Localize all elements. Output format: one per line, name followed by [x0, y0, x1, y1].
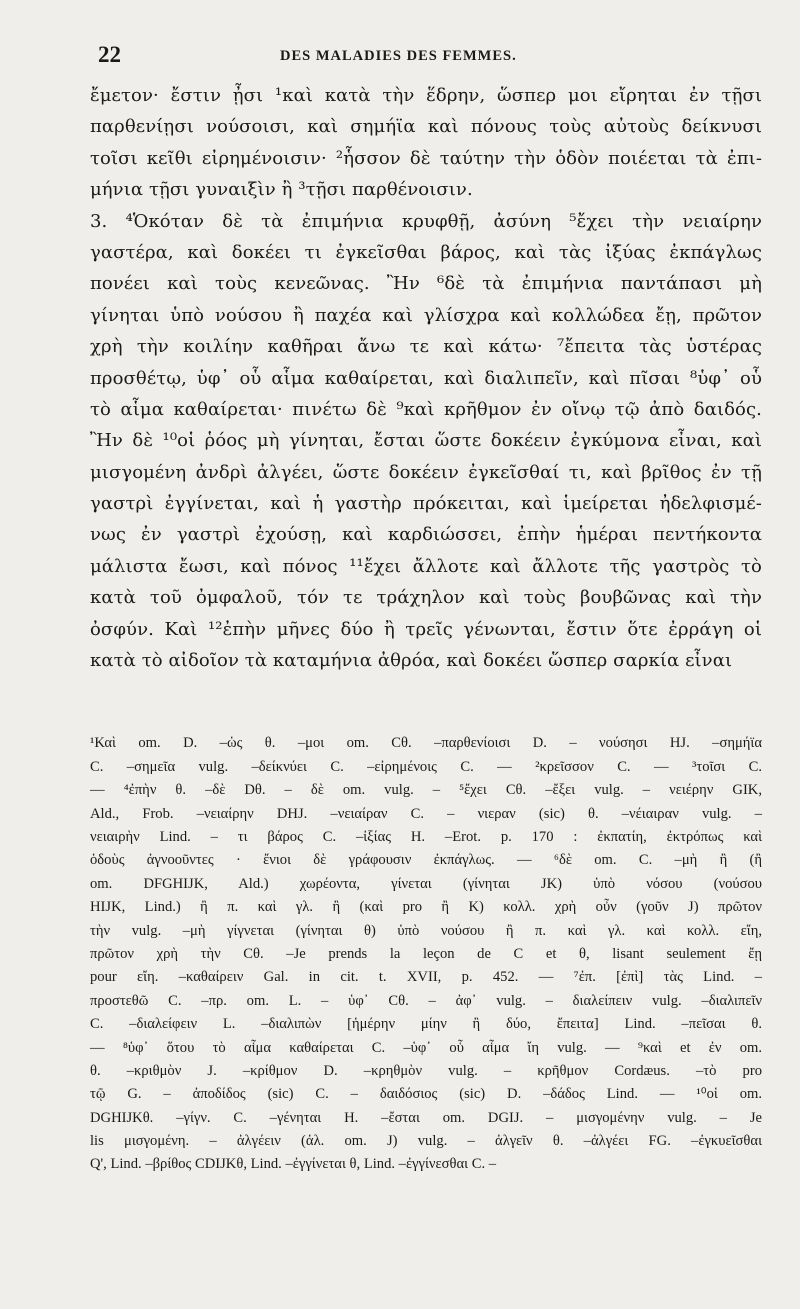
text-line: ἔμετον· ἔστιν ᾖσι ¹καὶ κατὰ τὴν ἕδρην, ὥσπερ μοι εἴρηται ἐν τῇσι: [90, 85, 762, 106]
footnote-line: pour εἴη. –καθαίρειν Gal. in cit. t. XVII, p. 452. — ⁷ἐπ. [ἐπὶ] τὰς Lind. –: [90, 969, 762, 986]
text-line: χρὴ τὴν κοιλίην καθῆραι ἄνω τε καὶ κάτω· ⁷ἔπειτα τὰς ὑστέρας: [90, 336, 762, 358]
text-line: γαστρὶ ἐγγίνεται, καὶ ἡ γαστὴρ πρόκειται, καὶ ἱμείρεται ἠδελφισμέ-: [90, 493, 762, 515]
text-line: τοῖσι κεῖθι εἰρημένοισιν· ²ἧσσον δὲ ταύτην τὴν ὁδὸν ποιέεται τὰ ἐπι-: [90, 147, 762, 169]
text-line: μάλιστα ἔωσι, καὶ πόνος ¹¹ἔχει ἄλλοτε καὶ ἄλλοτε τῆς γαστρὸς τὸ: [90, 555, 762, 577]
footnote-line: lis μισγομένη. – ἀλγέειν (ἀλ. om. J) vulg. – ἀλγεῖν θ. –ἀλγέει FG. –ἐγκυεῖσθαι: [90, 1133, 762, 1150]
text-line: παρθενίῃσι νούσοισι, καὶ σημήϊα καὶ πόνους τοὺς αὐτοὺς δείκνυσι: [90, 116, 762, 138]
main-greek-text: [90, 80, 762, 676]
footnotes: [90, 732, 762, 1176]
running-head: DES MALADIES DES FEMMES.: [280, 48, 517, 64]
text-line: τὸ αἷμα καθαίρεται· πινέτω δὲ ⁹καὶ κρῆθμον ἐν οἴνῳ τῷ ἀπὸ δαιδός.: [90, 398, 762, 420]
footnote-line: DGHIJKθ. –γίγν. C. –γένηται H. –ἔσται om. DGIJ. – μισγομένην vulg. – Je: [90, 1109, 762, 1126]
footnote-line: Q', Lind. –βρίθος CDIJKθ, Lind. –ἐγγίνεται θ, Lind. –ἐγγίνεσθαι C. –: [90, 1156, 497, 1173]
footnote-line: τὴν vulg. –μὴ γίγνεται (γίνηται θ) ὑπὸ νούσου ἢ π. καὶ γλ. καὶ κολλ. εἴη,: [90, 922, 762, 939]
text-line: προσθέτῳ, ὑφ᾽ οὗ αἷμα καθαίρεται, καὶ διαλιπεῖν, καὶ πῖσαι ⁸ὑφ᾽ οὗ: [90, 367, 762, 389]
footnote-line: HIJK, Lind.) ἢ π. καὶ γλ. ἢ (καὶ pro ἢ K) κολλ. χρὴ οὖν (γοῦν J) πρῶτον: [90, 899, 762, 916]
footnote-line: ὁδοὺς ἀγνοοῦντες · ἔνιοι δὲ γράφουσιν ἐκπάγλως. — ⁶δὲ om. C. –μὴ ἢ (ἢ: [90, 852, 762, 869]
text-line: κατὰ τὸ αἰδοῖον τὰ καταμήνια ἀθρόα, καὶ δοκέει ὥσπερ σαρκία εἶναι: [90, 650, 733, 672]
footnote-line: C. –διαλείφειν L. –διαλιπὼν [ἡμέρην μίην ἢ δύο, ἔπειτα] Lind. –πεῖσαι θ.: [90, 1016, 762, 1033]
footnote-line: C. –σημεῖα vulg. –δείκνύει C. –εἰρημένοις C. — ²κρεῖσσον C. — ³τοῖσι C.: [90, 758, 762, 775]
footnote-line: τῷ G. – ἀποδίδος (sic) C. – δαιδόσιος (sic) D. –δάδος Lind. — ¹⁰οἱ om.: [90, 1086, 762, 1103]
footnote-line: Ald., Frob. –νειαίρην DHJ. –νειαίραν C. – νιεραν (sic) θ. –νέιαιραν vulg. –: [90, 805, 762, 822]
text-line: 3. ⁴Ὁκόταν δὲ τὰ ἐπιμήνια κρυφθῇ, ἀσύνη ⁵ἔχει τὴν νειαίρην: [90, 210, 762, 232]
text-line: Ἢν δὲ ¹⁰οἱ ῥόος μὴ γίνηται, ἔσται ὥστε δοκέειν ἐγκύμονα εἶναι, καὶ: [90, 430, 762, 452]
footnote-line: νειαιρὴν Lind. – τι βάρος C. –ἰξίας H. –Erot. p. 170 : ἐκπατίη, ἐκτρόπως καὶ: [90, 828, 762, 845]
text-line: μήνια τῇσι γυναιξὶν ἢ ³τῇσι παρθένοισιν.: [90, 179, 473, 201]
footnote-line: πρῶτον χρὴ τὴν Cθ. –Je prends la leçon de C et θ, lisant seulement ἔῃ: [90, 945, 762, 962]
footnote-line: θ. –κριθμὸν J. –κρίθμον D. –κρηθμὸν vulg. – κρῆθμον Cordæus. –τὸ pro: [90, 1062, 762, 1079]
footnote-line: om. DFGHIJK, Ald.) χωρέοντα, γίνεται (γίνηται JK) ὑπὸ νόσου (νούσου: [90, 875, 762, 892]
text-line: κατὰ τοῦ ὀμφαλοῦ, τόν τε τράχηλον καὶ τοὺς βουβῶνας καὶ τὴν: [90, 587, 762, 609]
page-header: [90, 40, 762, 74]
page-number: 22: [98, 42, 121, 67]
text-line: πονέει καὶ τοὺς κενεῶνας. Ἢν ⁶δὲ τὰ ἐπιμήνια παντάπασι μὴ: [90, 273, 762, 295]
footnote-line: ¹Καὶ om. D. –ὡς θ. –μοι om. Cθ. –παρθενίοισι D. – νούσησι HJ. –σημήϊα: [90, 735, 762, 752]
footnote-line: — ⁴ἐπὴν θ. –δὲ Dθ. – δὲ om. vulg. – ⁵ἔχει Cθ. –ἔξει vulg. – νειέρην GIK,: [90, 782, 762, 799]
text-line: νως ἐν γαστρὶ ἐχούσῃ, καὶ καρδιώσσει, ἐπὴν ἡμέραι πεντήκοντα: [90, 524, 762, 546]
text-line: ὀσφύν. Καὶ ¹²ἐπὴν μῆνες δύο ἢ τρεῖς γένωνται, ἔστιν ὅτε ἐρράγη οἱ: [90, 618, 762, 640]
text-line: γαστέρα, καὶ δοκέει τι ἐγκεῖσθαι βάρος, καὶ τὰς ἰξύας ἐκπάγλως: [90, 241, 762, 263]
footnote-line: — ⁸ὑφ᾽ ὅτου τὸ αἷμα καθαίρεται C. –ὑφ᾽ οὗ αἷμα ἴη vulg. — ⁹καὶ et ἐν om.: [90, 1039, 762, 1056]
text-line: γίνηται ὑπὸ νούσου ἢ παχέα καὶ γλίσχρα καὶ κολλώδεα ἔῃ, πρῶτον: [90, 304, 762, 326]
footnote-line: προστεθῶ C. –πρ. om. L. – ὑφ᾽ Cθ. – ἀφ᾽ vulg. – διαλείπειν vulg. –διαλιπεῖν: [90, 992, 762, 1009]
text-line: μισγομένη ἀνδρὶ ἀλγέει, ὥστε δοκέειν ἐγκεῖσθαί τι, καὶ βρῖθος ἐν τῇ: [90, 461, 762, 483]
